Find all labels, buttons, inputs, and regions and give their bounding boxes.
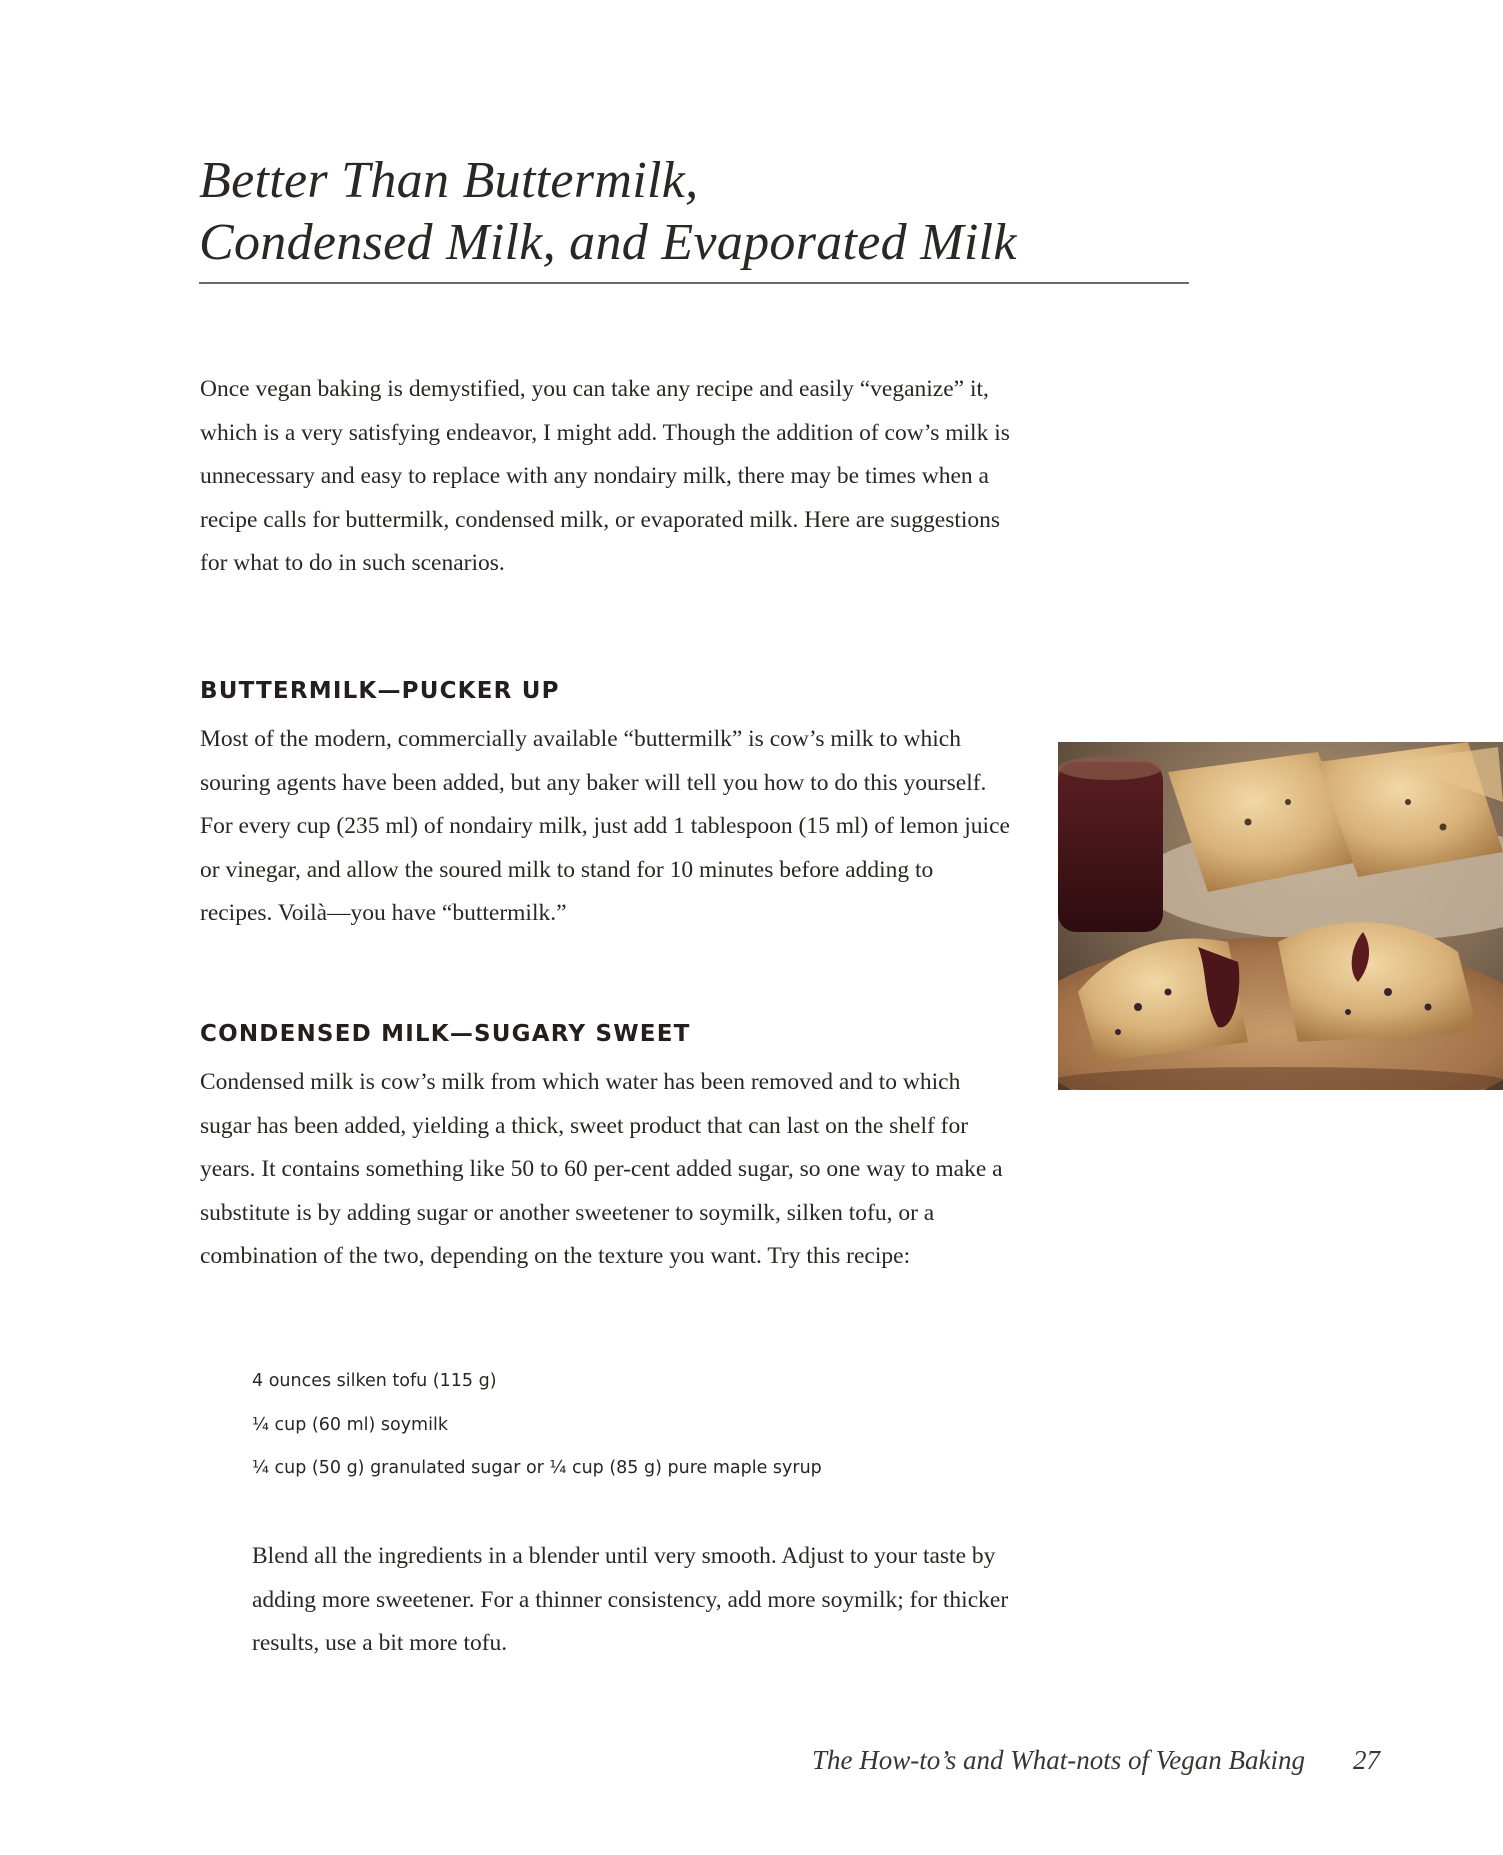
buttermilk-heading: BUTTERMILK—PUCKER UP [200,678,560,704]
buttermilk-paragraph: Most of the modern, commercially available “buttermilk” is cow’s milk to which souring agents have been added, but any baker will tell you how to do this yourself. For every cup (235 ml) of nondairy milk, just add 1 tablespoon (15 ml) of lemon juice or vinegar, and allow the soured milk to stand for 10 minutes before adding to recipes. Voilà—you have “buttermilk.” [200,726,1010,926]
page-footer [0,1745,1380,1776]
running-title: The How-to’s and What-nots of Vegan Baking [812,1745,1305,1775]
ingredient-list [252,1360,822,1491]
title-line-2: Condensed Milk, and Evaporated Milk [199,214,1017,271]
scones-photo [1058,742,1503,1090]
ingredient-item: ¼ cup (50 g) granulated sugar or ¼ cup (85 g) pure maple syrup [252,1458,822,1478]
page-title [199,150,1189,274]
page-number: 27 [1353,1745,1380,1775]
condensed-milk-heading: CONDENSED MILK—SUGARY SWEET [200,1021,691,1047]
ingredient-item: ¼ cup (60 ml) soymilk [252,1414,448,1435]
condensed-milk-paragraph: Condensed milk is cow’s milk from which water has been removed and to which sugar has been added, yielding a thick, sweet product that can last on the shelf for years. It contains something like 50 to 60 per-cent added sugar, so one way to make a substitute is by adding sugar or another sweetener to soymilk, silken tofu, or a combination of the two, depending on the texture you want. Try this recipe: [200,1069,1003,1269]
title-line-1: Better Than Buttermilk, [199,152,699,209]
recipe-instructions: Blend all the ingredients in a blender until very smooth. Adjust to your taste by adding more sweetener. For a thinner consistency, add more soymilk; for thicker results, use a bit more tofu. [252,1543,1009,1656]
title-divider [199,282,1189,284]
ingredient-item: 4 ounces silken tofu (115 g) [252,1371,497,1391]
intro-paragraph: Once vegan baking is demystified, you can take any recipe and easily “veganize” it, which is a very satisfying endeavor, I might add. Though the addition of cow’s milk is unnecessary and easy to replace with any nondairy milk, there may be times when a recipe calls for buttermilk, condensed milk, or evaporated milk. Here are suggestions for what to do in such scenarios. [200,376,1010,576]
